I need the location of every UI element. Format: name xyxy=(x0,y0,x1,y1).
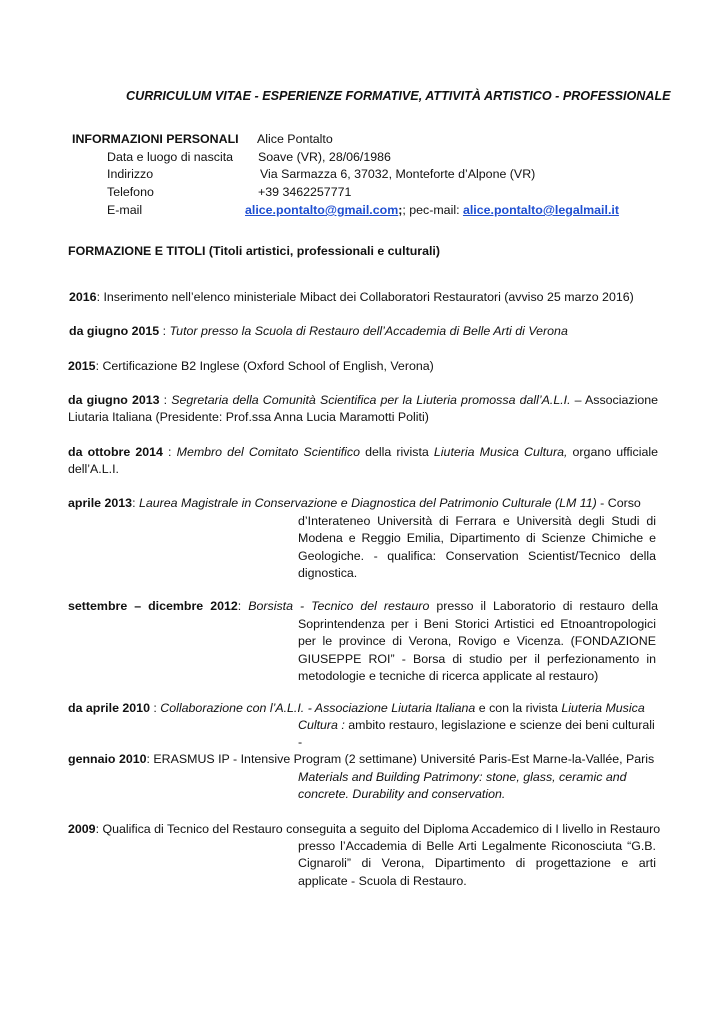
entry-text: della rivista xyxy=(360,445,434,459)
entry-line-2: Liutaria Italiana (Presidente: Prof.ssa Anna Lucia Maramotti Politi) xyxy=(68,410,429,425)
entry-ottobre-2014 xyxy=(68,444,658,479)
email-link[interactable]: alice.pontalto@gmail.com xyxy=(245,203,399,217)
phone-label: Telefono xyxy=(107,185,154,199)
entry-line-2: dell’A.L.I. xyxy=(68,462,119,477)
entry-aprile-2013-continuation xyxy=(298,513,656,583)
birth-label: Data e luogo di nascita xyxy=(107,150,234,164)
entry-2015 xyxy=(68,358,434,375)
entry-date: da ottobre 2014 xyxy=(68,445,163,459)
entry-text-italic: Membro del Comitato Scientifico xyxy=(176,445,361,459)
entry-settembre-2012 xyxy=(68,598,658,615)
personal-heading: INFORMAZIONI PERSONALI xyxy=(72,132,239,146)
cont-line: Soprintendenza per i Beni Storici Artistici ed Etnoantropologici xyxy=(298,617,656,631)
entry-line xyxy=(68,598,658,615)
pec-link[interactable]: alice.pontalto@legalmail.it xyxy=(462,203,619,217)
email-line xyxy=(245,202,619,219)
entry-text: : Qualifica di Tecnico del Restauro conseguita a seguito del Diploma Accademico di I livello in Restauro xyxy=(95,822,661,836)
cont-italic: Cultura : xyxy=(298,718,345,732)
entry-settembre-2012-continuation xyxy=(298,616,656,686)
cont-line: GIUSEPPE ROI” - Borsa di studio per il perfezionamento in xyxy=(298,651,656,666)
entry-text: presso il Laboratorio di restauro della xyxy=(429,599,658,613)
entry-sep: : xyxy=(132,496,139,510)
entry-line xyxy=(68,444,658,461)
entry-date: gennaio 2010 xyxy=(68,752,147,766)
cont-line: metodologie e tecniche di ricerca applicate al restauro) xyxy=(298,669,599,684)
entry-date: 2009 xyxy=(68,822,96,836)
entry-text-end: organo ufficiale xyxy=(567,445,659,459)
entry-2009 xyxy=(68,821,660,838)
entry-text: - Corso xyxy=(596,496,641,510)
entry-journal: Liuteria Musica xyxy=(561,701,645,715)
entry-text: Tutor presso la Scuola di Restauro dell’Accademia di Belle Arti di Verona xyxy=(169,324,568,338)
entry-gennaio-2010 xyxy=(68,751,654,768)
entry-aprile-2010-continuation xyxy=(298,717,655,734)
email-label: E-mail xyxy=(107,203,143,217)
cont-line: d’Interateneo Università di Ferrara e Università degli Studi di xyxy=(298,514,656,528)
entry-text: : Certificazione B2 Inglese (Oxford School of English, Verona) xyxy=(95,359,434,373)
birth-value: Soave (VR), 28/06/1986 xyxy=(258,150,391,164)
entry-text: e con la rivista xyxy=(475,701,562,715)
entry-sep: : xyxy=(159,324,170,338)
entry-line xyxy=(68,392,658,409)
entry-text-italic: Borsista - Tecnico del restauro xyxy=(248,599,430,613)
entry-date: 2015 xyxy=(68,359,96,373)
phone-value: +39 3462257771 xyxy=(258,185,352,199)
cont-line: applicate - Scuola di Restauro. xyxy=(298,873,467,888)
entry-sep: : xyxy=(159,393,172,407)
entry-sep: : xyxy=(162,445,177,459)
entry-sep: : xyxy=(237,599,249,613)
entry-text: – Associazione xyxy=(570,393,658,407)
cont-text: ambito restauro, legislazione e scienze dei beni culturali xyxy=(344,718,655,732)
entry-text-italic: Laurea Magistrale in Conservazione e Diagnostica del Patrimonio Culturale (LM 11) xyxy=(138,496,597,510)
cont-line: dignostica. xyxy=(298,566,358,581)
entry-line xyxy=(68,495,658,512)
cont-line: concrete. Durability and conservation. xyxy=(298,787,506,801)
cont-line: Modena e Reggio Emilia, Dipartimento di Scienze Chimiche e xyxy=(298,531,656,546)
entry-2009-continuation xyxy=(298,838,656,890)
entry-journal: Liuteria Musica Cultura, xyxy=(433,445,568,459)
entry-giugno-2015 xyxy=(69,323,568,340)
entry-text-italic: Collaborazione con l’A.L.I. - Associazione Liutaria Italiana xyxy=(160,701,476,715)
cont-line: presso l’Accademia di Belle Arti Legalmente Riconosciuta “G.B. xyxy=(298,839,656,853)
entry-sep: : xyxy=(149,701,161,715)
email-semicolon: ; xyxy=(398,203,403,217)
entry-date: 2016 xyxy=(69,290,97,304)
entry-aprile-2013 xyxy=(68,495,658,512)
entry-date: settembre – dicembre 2012 xyxy=(68,599,238,613)
cont-line: Cignaroli” di Verona, Dipartimento di progettazione e arti xyxy=(298,856,656,871)
address-label: Indirizzo xyxy=(107,167,154,181)
cont-line: per le province di Verona, Rovigo e Vicenza. (FONDAZIONE xyxy=(298,634,656,649)
entry-giugno-2013 xyxy=(68,392,658,427)
page-title: CURRICULUM VITAE - ESPERIENZE FORMATIVE, ATTIVITÀ ARTISTICO - PROFESSIONALE xyxy=(126,89,671,103)
entry-aprile-2010-dash: - xyxy=(298,735,303,749)
entry-text: : Inserimento nell’elenco ministeriale Mibact dei Collaboratori Restauratori (avviso 25 marzo 2016) xyxy=(96,290,634,304)
entry-date: da giugno 2015 xyxy=(69,324,160,338)
entry-date: da giugno 2013 xyxy=(68,393,160,407)
entry-2016 xyxy=(69,289,634,306)
address-value: Via Sarmazza 6, 37032, Monteforte d’Alpone (VR) xyxy=(260,167,536,181)
section-heading-formazione: FORMAZIONE E TITOLI (Titoli artistici, professionali e culturali) xyxy=(68,244,440,258)
personal-name: Alice Pontalto xyxy=(257,132,333,146)
email-separator: ; pec-mail: xyxy=(402,203,463,217)
cont-line: Geologiche. - qualifica: Conservation Scientist/Tecnico della xyxy=(298,548,656,563)
entry-date: da aprile 2010 xyxy=(68,701,150,715)
cont-line: Materials and Building Patrimony: stone, glass, ceramic and xyxy=(298,770,627,784)
entry-aprile-2010 xyxy=(68,700,645,717)
entry-text: : ERASMUS IP - Intensive Program (2 settimane) Université Paris-Est Marne-la-Vallée, Paris xyxy=(146,752,655,766)
entry-text-italic: Segretaria della Comunità Scientifica per la Liuteria promossa dall’A.L.I. xyxy=(171,393,571,407)
entry-date: aprile 2013 xyxy=(68,496,133,510)
